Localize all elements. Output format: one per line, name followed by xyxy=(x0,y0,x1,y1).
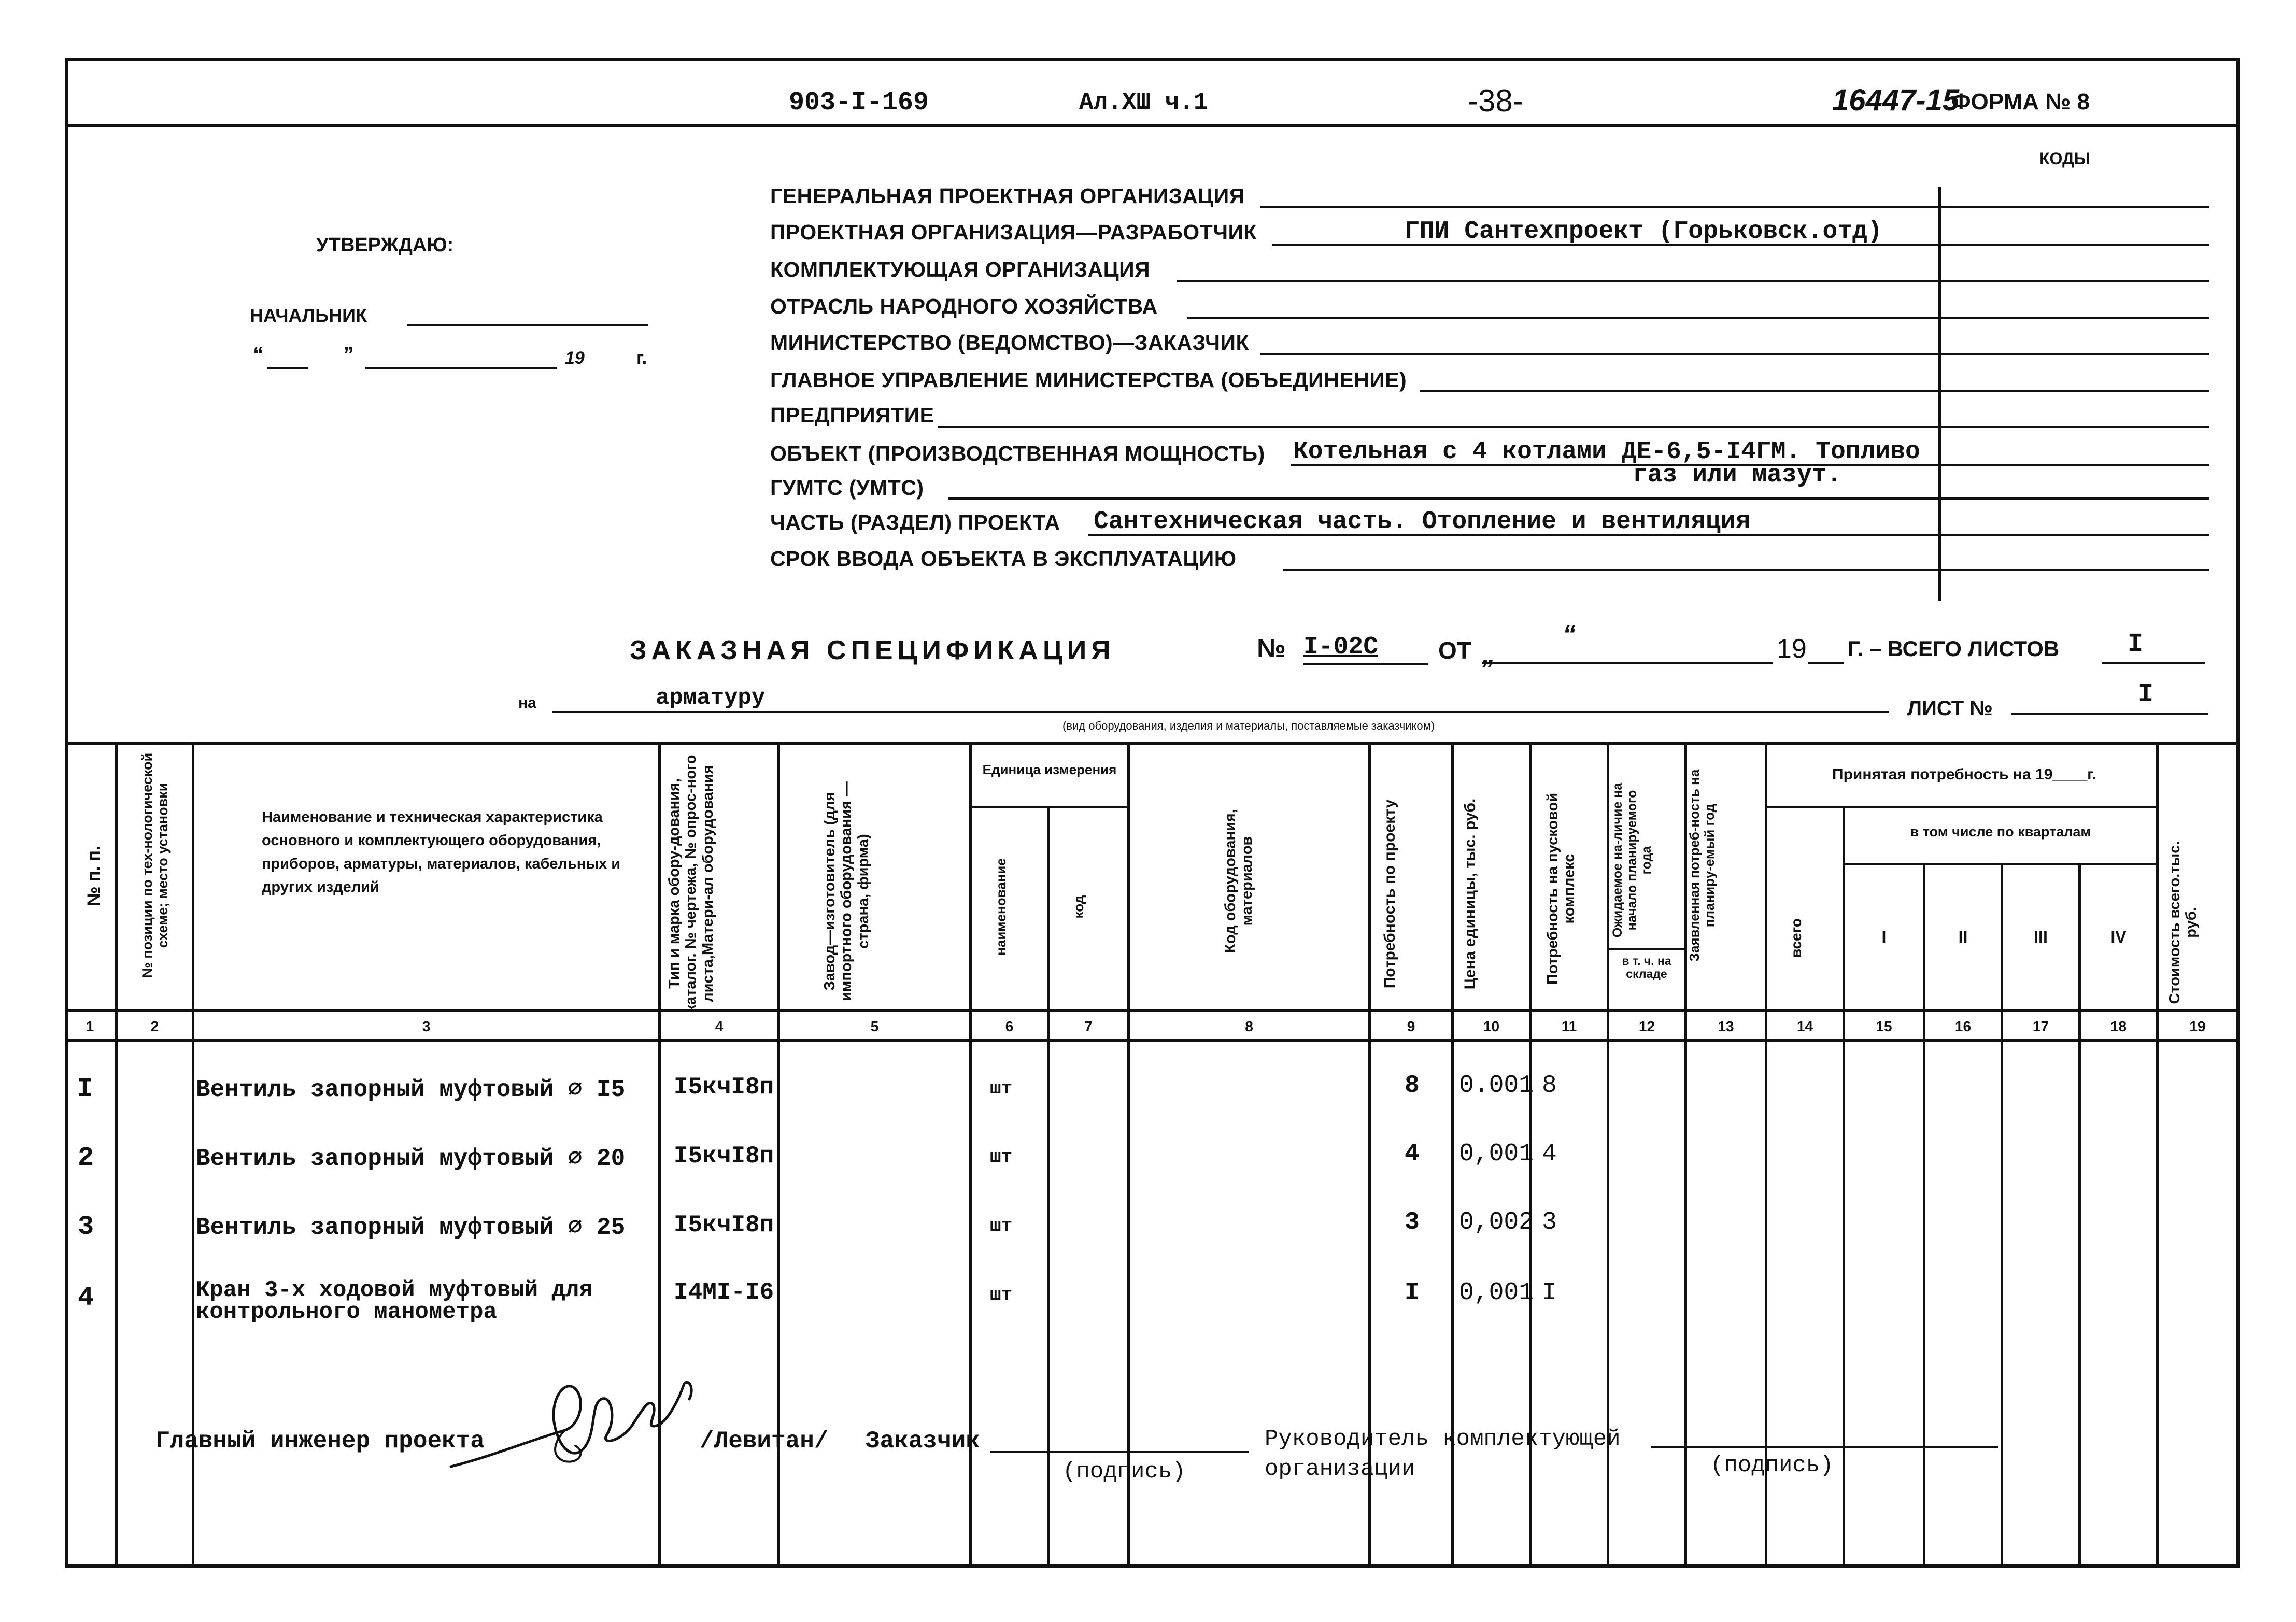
row-3-num: 3 xyxy=(78,1212,94,1242)
head-signature-caption: (подпись) xyxy=(1710,1453,1834,1478)
colnum-5: 5 xyxy=(870,1018,879,1034)
field-object-value-2: газ или мазут. xyxy=(1633,461,1842,489)
header-accepted: Принятая потребность на 19____г. xyxy=(1832,766,2096,783)
field-deadline-line xyxy=(1283,569,2209,571)
col-line-15 xyxy=(1923,863,1925,1568)
header-c16: II xyxy=(1958,928,1968,946)
header-c2: № позиции по тех-нологической схеме; место установки xyxy=(139,752,171,978)
header-c8: Код оборудования, материалов xyxy=(1222,809,1256,953)
row-3-start: 3 xyxy=(1542,1208,1557,1236)
table-top-border xyxy=(65,742,2240,745)
colnum-3: 3 xyxy=(422,1018,431,1034)
field-industry-line xyxy=(1187,317,2209,319)
row-4-name: Кран 3-х ходовой муфтовый для xyxy=(196,1277,593,1303)
spec-total-sheets: I xyxy=(2128,630,2144,659)
col-line-17 xyxy=(2078,863,2081,1568)
row-1-unit: шт xyxy=(990,1078,1013,1099)
colnum-19: 19 xyxy=(2189,1018,2206,1034)
row-4-type: I4МI-I6 xyxy=(674,1279,774,1306)
year-prefix: 19 xyxy=(565,348,585,368)
row-4-start: I xyxy=(1542,1279,1557,1307)
field-main-dept-label: ГЛАВНОЕ УПРАВЛЕНИЕ МИНИСТЕРСТВА (ОБЪЕДИНЕНИЕ) xyxy=(770,368,1407,392)
field-ministry-label: МИНИСТЕРСТВО (ВЕДОМСТВО)—ЗАКАЗЧИК xyxy=(770,331,1249,354)
spec-na: на xyxy=(518,694,536,712)
colnum-7: 7 xyxy=(1084,1018,1093,1034)
quarters-subheader-line xyxy=(1843,863,2159,865)
field-object-label: ОБЪЕКТ (ПРОИЗВОДСТВЕННАЯ МОЩНОСТЬ) xyxy=(770,442,1265,465)
header-c1: № п. п. xyxy=(84,845,104,906)
row-4-num: 4 xyxy=(78,1283,94,1313)
header-c11: Потребность на пусковой комплекс xyxy=(1544,792,1578,985)
header-c12: Ожидаемое на-личие на начало планируемого года xyxy=(1610,782,1654,938)
colnum-15: 15 xyxy=(1876,1018,1892,1034)
date-quote-close: ” xyxy=(343,342,354,366)
row-4-name-2: контрольного манометра xyxy=(196,1299,497,1325)
header-c7: код xyxy=(1071,895,1086,919)
header-quarters: в том числе по кварталам xyxy=(1910,824,2091,840)
colnum-13: 13 xyxy=(1718,1018,1734,1034)
colnum-18: 18 xyxy=(2110,1018,2127,1034)
date-month-line xyxy=(365,367,557,369)
header-c4: Тип и марка обору-дования, каталог. № чертежа, № опрос-ного листа,Матери-ал оборудования xyxy=(666,755,716,1013)
colnum-14: 14 xyxy=(1796,1018,1813,1034)
header-c13: Заявленная потреб-ность на планиру-емый год xyxy=(1686,769,1718,962)
row-1-name: Вентиль запорный муфтовый ∅ I5 xyxy=(196,1076,626,1103)
spec-subject-caption: (вид оборудования, изделия и материалы, поставляемые заказчиком) xyxy=(1062,719,1435,732)
field-general-org-line xyxy=(1260,206,2209,208)
col-line-6 xyxy=(1047,806,1050,1568)
row-2-type: I5кчI8п xyxy=(674,1143,774,1170)
row-1-num: I xyxy=(77,1074,93,1104)
spec-total-line xyxy=(2102,662,2205,664)
spec-title: ЗАКАЗНАЯ СПЕЦИФИКАЦИЯ xyxy=(630,635,1115,665)
field-gumts-line xyxy=(948,497,2209,500)
accepted-subheader-line xyxy=(1765,806,2159,808)
head-label-2: организации xyxy=(1265,1456,1415,1482)
row-2-start: 4 xyxy=(1542,1140,1557,1168)
customer-signature-caption: (подпись) xyxy=(1062,1459,1186,1485)
engineer-name: /Левитан/ xyxy=(700,1428,829,1455)
page-number: -38- xyxy=(1468,83,1523,118)
colnum-4: 4 xyxy=(715,1018,724,1034)
header-c9: Потребность по проекту xyxy=(1381,799,1398,989)
form-label: ФОРМА № 8 xyxy=(1951,89,2090,115)
sheet-label: ЛИСТ № xyxy=(1907,697,1993,720)
sheet-number: I xyxy=(2138,680,2154,709)
header-c14: всего xyxy=(1788,918,1804,958)
spec-number-label: № xyxy=(1257,634,1286,663)
codes-label: КОДЫ xyxy=(2039,149,2091,168)
colnum-8: 8 xyxy=(1245,1018,1253,1034)
head-signature-line xyxy=(1651,1446,1998,1448)
chief-signature-line xyxy=(407,324,648,326)
unit-subheader-line xyxy=(969,806,1130,808)
row-1-start: 8 xyxy=(1542,1072,1557,1100)
chief-engineer-label: Главный инженер проекта xyxy=(155,1428,485,1455)
colnum-12: 12 xyxy=(1638,1018,1655,1034)
colnum-1: 1 xyxy=(86,1018,94,1034)
header-c19: Стоимость всего.тыс. руб. xyxy=(2166,841,2200,1004)
table-header-bottom xyxy=(65,1009,2240,1012)
header-divider xyxy=(65,124,2240,127)
head-label-1: Руководитель комплектующей xyxy=(1265,1426,1621,1452)
approve-label: УТВЕРЖДАЮ: xyxy=(316,234,454,256)
spec-date-line xyxy=(1482,662,1773,664)
row-1-type: I5кчI8п xyxy=(674,1074,774,1101)
customer-label: Заказчик xyxy=(866,1428,980,1455)
date-quote-open: “ xyxy=(253,342,264,366)
spec-year: 19 xyxy=(1777,634,1807,664)
row-1-qty: 8 xyxy=(1405,1072,1420,1100)
col-line-13 xyxy=(1765,742,1767,1568)
row-2-price: 0,001 xyxy=(1459,1140,1534,1168)
row-3-price: 0,002 xyxy=(1459,1208,1534,1236)
field-industry-label: ОТРАСЛЬ НАРОДНОГО ХОЗЯЙСТВА xyxy=(770,294,1158,318)
table-numbers-bottom xyxy=(65,1039,2240,1042)
field-developer-label: ПРОЕКТНАЯ ОРГАНИЗАЦИЯ—РАЗРАБОТЧИК xyxy=(770,220,1257,244)
field-object-value: Котельная с 4 котлами ДЕ-6,5-I4ГМ. Топливо xyxy=(1293,438,1920,466)
signature-mark xyxy=(446,1368,715,1477)
doc-code: 903-I-169 xyxy=(789,88,929,118)
col-line-16 xyxy=(2001,863,2003,1568)
colnum-6: 6 xyxy=(1005,1018,1014,1034)
spec-number: I-02С xyxy=(1303,633,1379,661)
row-3-qty: 3 xyxy=(1405,1208,1420,1236)
field-main-dept-line xyxy=(1420,390,2209,392)
stock-subheader-line xyxy=(1607,948,1687,950)
row-2-unit: шт xyxy=(990,1146,1013,1168)
album-ref: Ал.XШ ч.1 xyxy=(1079,89,1208,116)
spec-subject: арматуру xyxy=(656,685,766,711)
field-developer-value: ГПИ Сантехпроект (Горьковск.отд) xyxy=(1405,218,1882,246)
row-3-unit: шт xyxy=(990,1215,1013,1236)
header-c10: Цена единицы, тыс. руб. xyxy=(1462,798,1479,990)
header-c5: Завод—изготовитель (для импортного оборудования —страна, фирма) xyxy=(821,781,872,1001)
colnum-9: 9 xyxy=(1407,1018,1415,1034)
colnum-16: 16 xyxy=(1954,1018,1972,1034)
row-2-name: Вентиль запорный муфтовый ∅ 20 xyxy=(196,1145,626,1172)
field-general-org-label: ГЕНЕРАЛЬНАЯ ПРОЕКТНАЯ ОРГАНИЗАЦИЯ xyxy=(770,184,1245,208)
year-suffix: г. xyxy=(636,348,647,368)
row-3-name: Вентиль запорный муфтовый ∅ 25 xyxy=(196,1214,626,1241)
header-c18: IV xyxy=(2110,928,2127,946)
spec-quote-close: ” xyxy=(1480,655,1493,684)
colnum-17: 17 xyxy=(2032,1018,2049,1034)
header-c17: III xyxy=(2034,928,2048,946)
field-section-value: Сантехническая часть. Отопление и вентиляция xyxy=(1094,508,1751,536)
customer-signature-line xyxy=(990,1451,1249,1453)
field-enterprise-label: ПРЕДПРИЯТИЕ xyxy=(770,403,934,427)
spec-year-line xyxy=(1808,662,1844,664)
field-ministry-line xyxy=(1260,353,2209,355)
spec-subject-line xyxy=(552,711,1889,713)
date-day-line xyxy=(267,367,308,369)
field-section-label: ЧАСТЬ (РАЗДЕЛ) ПРОЕКТА xyxy=(770,510,1060,534)
field-gumts-label: ГУМТС (УМТС) xyxy=(770,476,924,500)
codes-divider xyxy=(1938,187,1941,601)
field-enterprise-line xyxy=(938,426,2209,428)
field-supplier-label: КОМПЛЕКТУЮЩАЯ ОРГАНИЗАЦИЯ xyxy=(770,258,1151,281)
row-4-unit: шт xyxy=(990,1284,1013,1305)
header-c3: Наименование и техническая характеристика основного и комплектующего оборудования, приборов, арматуры, материалов, кабельных и других изделий xyxy=(262,809,621,895)
row-1-price: 0.001 xyxy=(1459,1072,1534,1100)
row-3-type: I5кчI8п xyxy=(674,1212,774,1239)
colnum-10: 10 xyxy=(1483,1018,1500,1034)
spec-number-line xyxy=(1303,663,1428,665)
header-c6: наименование xyxy=(993,858,1009,956)
row-2-num: 2 xyxy=(78,1143,94,1173)
sheet-line xyxy=(2011,713,2208,715)
chief-label: НАЧАЛЬНИК xyxy=(250,305,367,326)
inventory-number: 16447-15 xyxy=(1832,83,1960,117)
header-c12b: в т. ч. на складе xyxy=(1622,954,1671,981)
row-4-qty: I xyxy=(1405,1279,1420,1307)
spec-quote-open: “ xyxy=(1563,620,1576,649)
header-unit: Единица измерения xyxy=(982,762,1117,777)
spec-total-label: Г. – ВСЕГО ЛИСТОВ xyxy=(1848,636,2060,661)
row-4-price: 0,001 xyxy=(1459,1279,1534,1307)
col-line-14 xyxy=(1843,806,1845,1568)
field-deadline-label: СРОК ВВОДА ОБЪЕКТА В ЭКСПЛУАТАЦИЮ xyxy=(770,547,1237,571)
header-c15: I xyxy=(1881,928,1887,946)
row-2-qty: 4 xyxy=(1405,1140,1420,1168)
colnum-2: 2 xyxy=(150,1018,159,1034)
spec-from: ОТ xyxy=(1438,637,1471,664)
col-line-18 xyxy=(2156,742,2159,1568)
colnum-11: 11 xyxy=(1561,1018,1577,1034)
field-supplier-line xyxy=(1177,280,2209,282)
col-line-7 xyxy=(1127,742,1130,1568)
